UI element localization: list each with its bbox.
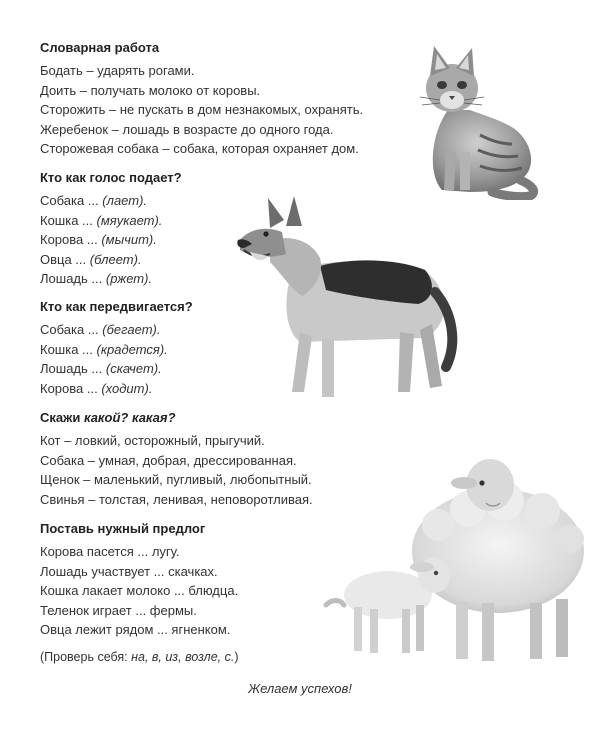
self-check-prefix: (Проверь себя:: [40, 649, 132, 664]
move-subject: Корова ...: [40, 380, 98, 396]
self-check: [40, 648, 239, 668]
voice-item: [40, 191, 182, 211]
adjectives-title: [40, 410, 313, 425]
voice-subject: Собака ...: [40, 193, 99, 208]
vocab-section: [40, 40, 363, 159]
vocab-line: Сторожевая собака – собака, которая охраняет дом.: [40, 141, 359, 156]
voice-subject: Лошадь ...: [40, 271, 103, 286]
preposition-line: Кошка лакает молоко ... блюдца.: [40, 583, 239, 598]
self-check-answers: на, в, из, возле, с.: [131, 649, 235, 664]
vocab-title: Словарная работа: [40, 40, 160, 55]
voice-answer: (ржет).: [105, 271, 153, 286]
move-item: [40, 379, 193, 399]
preposition-line: Корова пасется ... лугу.: [40, 544, 180, 559]
dog-illustration: [230, 192, 465, 407]
move-answer: (бегает).: [102, 322, 161, 337]
vocab-line: Жеребенок – лошадь в возрасте до одного года.: [40, 121, 334, 137]
adjectives-title-italic: какой? какая?: [83, 410, 176, 425]
vocab-line: Сторожить – не пускать в дом незнакомых, охранять.: [40, 102, 364, 117]
voice-answer: (мяукает).: [96, 212, 163, 228]
preposition-line: Овца лежит рядом ... ягненком.: [40, 622, 231, 637]
move-subject: Кошка ...: [40, 341, 93, 357]
voice-item: [40, 250, 182, 270]
moves-section: [40, 299, 193, 398]
adjective-line: Щенок – маленький, пугливый, любопытный.: [40, 472, 312, 487]
move-subject: Собака ...: [40, 322, 99, 337]
move-answer: (ходит).: [101, 380, 153, 396]
moves-title: Кто как передвигается?: [40, 299, 193, 314]
move-item: [40, 320, 193, 340]
self-check-suffix: ): [234, 649, 239, 664]
adjective-line: Кот – ловкий, осторожный, прыгучий.: [40, 433, 265, 448]
voices-title: Кто как голос подает?: [40, 170, 182, 185]
prepositions-title: Поставь нужный предлог: [40, 521, 206, 536]
cat-illustration: [400, 40, 540, 200]
voice-item: [40, 269, 182, 289]
vocab-line: Бодать – ударять рогами.: [40, 63, 195, 78]
voices-section: [40, 170, 182, 289]
voice-answer: (мычит).: [101, 232, 157, 247]
preposition-line: Лошадь участвует ... скачках.: [40, 563, 218, 579]
sheep-and-lamb-illustration: [318, 455, 590, 665]
adjectives-title-plain: Скажи: [40, 410, 84, 425]
voice-answer: (блеет).: [89, 251, 142, 267]
vocab-line: Доить – получать молоко от коровы.: [40, 82, 261, 98]
adjective-line: Собака – умная, добрая, дрессированная.: [40, 452, 297, 468]
adjectives-section: [40, 410, 313, 509]
voice-item: [40, 230, 182, 250]
voice-answer: (лает).: [102, 193, 148, 208]
move-item: [40, 359, 193, 379]
adjective-line: Свинья – толстая, ленивая, неповоротливая.: [40, 491, 313, 507]
voice-item: [40, 211, 182, 231]
move-answer: (скачет).: [105, 361, 162, 376]
move-item: [40, 340, 193, 360]
footer-wish: Желаем успехов!: [248, 681, 352, 696]
voice-subject: Овца ...: [40, 251, 87, 267]
move-answer: (крадется).: [96, 341, 168, 357]
move-subject: Лошадь ...: [40, 361, 103, 376]
voice-subject: Корова ...: [40, 232, 98, 247]
voice-subject: Кошка ...: [40, 212, 93, 228]
prepositions-section: [40, 521, 239, 667]
preposition-line: Теленок играет ... фермы.: [40, 602, 197, 618]
